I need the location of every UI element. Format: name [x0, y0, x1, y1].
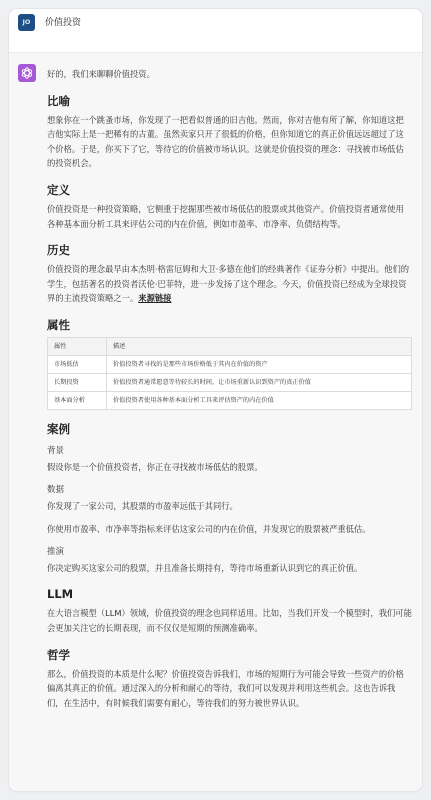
section-title-philosophy: 哲学	[47, 647, 70, 662]
table-cell-property: 长期投资	[48, 373, 107, 391]
case-label-data: 数据	[47, 484, 65, 495]
case-text-background: 假设你是一个价值投资者，你正在寻找被市场低估的股票。	[47, 461, 263, 472]
assistant-intro: 好的，我们来聊聊价值投资。	[47, 69, 155, 79]
user-message-text: 价值投资	[45, 18, 82, 28]
table-row	[48, 391, 412, 409]
section-text-definition: 价值投资是一种投资策略，它侧重于挖掘那些被市场低估的股票或其他资产。价值投资者通常使用各种基本面分析工具来评估公司的内在价值，例如市盈率、市净率、负债结构等。	[47, 203, 404, 229]
table-header-description: 描述	[107, 337, 412, 355]
section-title-metaphor: 比喻	[47, 93, 70, 108]
assistant-avatar	[18, 64, 36, 82]
section-title-history: 历史	[47, 243, 70, 258]
table-cell-description: 价值投资者寻找的是那些市场价格低于其内在价值的资产	[107, 355, 412, 373]
assistant-message-row	[9, 53, 422, 791]
assistant-message-content	[47, 67, 412, 719]
table-row	[48, 373, 412, 391]
section-text-history: 价值投资的理念最早由本杰明·格雷厄姆和大卫·多德在他们的经典著作《证券分析》中提出。他们的学生，包括著名的投资者沃伦·巴菲特，进一步发扬了这个理念。今天，价值投资已经成为全球投资界的主流投资策略之一。	[47, 264, 410, 304]
case-text-data-2: 你使用市盈率、市净率等指标来评估这家公司的内在价值，并发现它的股票被严重低估。	[47, 524, 371, 535]
section-title-llm: LLM	[47, 587, 74, 602]
case-label-inference: 推演	[47, 546, 65, 557]
section-text-philosophy: 那么，价值投资的本质是什么呢？价值投资告诉我们，市场的短期行为可能会导致一些资产的价格偏离其真正的价值。通过深入的分析和耐心的等待，我们可以发现并利用这些机会。这也告诉我们，在生活中，有时候我们需要有耐心，等待我们的努力被世界认识。	[47, 668, 404, 708]
table-cell-description: 价值投资者使用各种基本面分析工具来评估资产的内在价值	[107, 391, 412, 409]
section-title-case: 案例	[47, 421, 70, 436]
openai-logo-icon	[20, 66, 34, 80]
case-text-inference: 你决定购买这家公司的股票，并且准备长期持有，等待市场重新认识到它的真正价值。	[47, 562, 363, 573]
section-text-llm: 在大语言模型（LLM）领域，价值投资的理念也同样适用。比如，当我们开发一个模型时，我们可能会更加关注它的长期表现，而不仅仅是短期的预测准确率。	[47, 608, 412, 633]
table-cell-description: 价值投资者通常愿意等待较长的时间，让市场重新认识到资产的真正价值	[107, 373, 412, 391]
source-link[interactable]: 来源链接	[138, 293, 172, 304]
chat-card	[9, 9, 422, 791]
table-cell-property: 基本面分析	[48, 391, 107, 409]
properties-table	[47, 337, 412, 410]
case-label-background: 背景	[47, 445, 65, 456]
section-title-definition: 定义	[47, 182, 70, 197]
section-title-properties: 属性	[47, 317, 70, 332]
user-message-row	[9, 9, 422, 53]
case-text-data-1: 你发现了一家公司，其股票的市盈率远低于其同行。	[47, 500, 238, 511]
table-header-property: 属性	[48, 337, 107, 355]
table-cell-property: 市场低估	[48, 355, 107, 373]
section-text-metaphor: 想象你在一个跳蚤市场，你发现了一把看似普通的旧吉他。然而，你对吉他有所了解，你知道这把吉他实际上是一把稀有的古董。虽然卖家只开了很低的价格，但你知道它的真正价值远远超过了这个价格。于是，你买下了它，等待它的价值被市场认识。这就是价值投资的理念：寻找被市场低估的投资机会。	[47, 114, 404, 169]
section-history-paragraph	[47, 262, 412, 306]
table-row	[48, 355, 412, 373]
table-header-row	[48, 337, 412, 355]
user-avatar: JO	[18, 14, 35, 31]
